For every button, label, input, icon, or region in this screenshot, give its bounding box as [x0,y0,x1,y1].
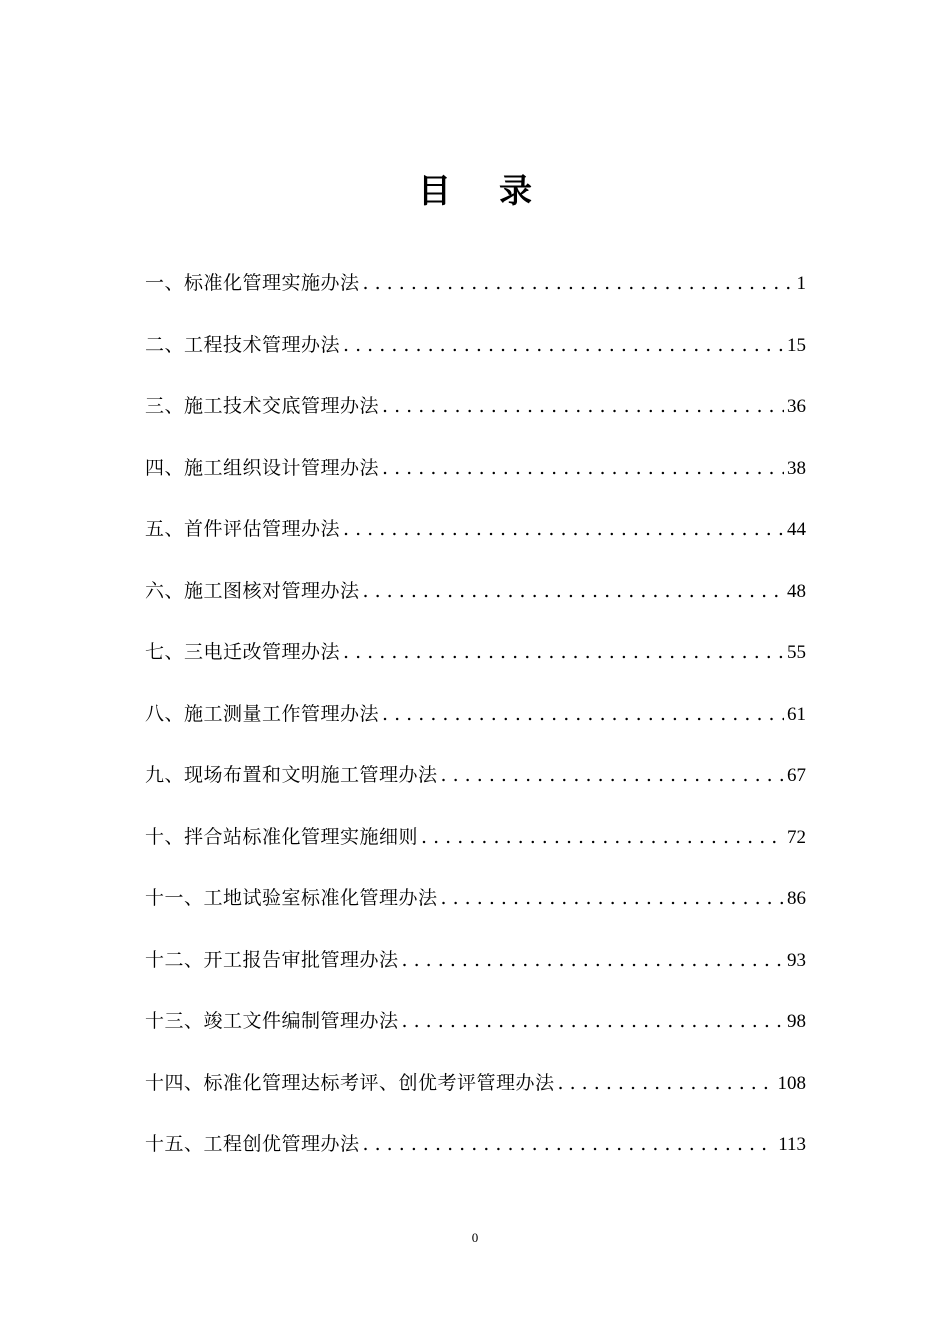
title-char-1: 目 [418,171,451,210]
toc-entry[interactable] [145,876,806,938]
toc-entry[interactable] [145,323,806,385]
toc-entry-page: 108 [777,1072,806,1094]
toc-dot-leader [382,384,784,428]
toc-entry-label: 十一、工地试验室标准化管理办法 [145,887,438,909]
toc-entry-label: 十三、竣工文件编制管理办法 [145,1010,399,1032]
toc-entry-label: 二、工程技术管理办法 [145,333,341,356]
toc-entry[interactable] [145,1122,806,1184]
toc-entry-label: 三、施工技术交底管理办法 [145,395,380,417]
toc-dot-leader [402,999,784,1043]
title-char-2: 录 [499,171,532,210]
toc-entry-page: 67 [787,765,806,786]
toc-entry-page: 48 [787,580,806,602]
toc-entry-page: 61 [787,703,806,725]
toc-entry-page: 15 [787,334,806,356]
toc-entry[interactable] [145,261,806,323]
toc-entry[interactable] [145,569,806,631]
toc-entry-label: 七、三电迁改管理办法 [145,641,341,663]
toc-entry[interactable] [145,999,806,1061]
toc-entry-page: 1 [796,273,806,294]
toc-entry-label: 五、首件评估管理办法 [145,518,341,540]
toc-entry-label: 十、拌合站标准化管理实施细则 [145,825,419,848]
toc-entry-label: 六、施工图核对管理办法 [145,579,360,602]
toc-dot-leader [343,507,784,551]
toc-entry[interactable] [145,938,806,1000]
toc-dot-leader [343,323,784,367]
toc-entry-page: 93 [787,949,806,971]
toc-entry-page: 36 [787,396,806,417]
toc-dot-leader [382,446,784,490]
toc-entry-page: 38 [787,457,806,479]
toc-dot-leader [421,815,784,859]
toc-entry-label: 一、标准化管理实施办法 [145,272,360,294]
toc-entry[interactable] [145,692,806,754]
toc-entry-page: 98 [787,1011,806,1032]
toc-entry[interactable] [145,384,806,446]
toc-dot-leader [402,938,784,982]
toc-dot-leader [363,261,794,305]
toc-entry-page: 44 [787,519,806,540]
toc-entry[interactable] [145,753,806,815]
toc-entry-label: 九、现场布置和文明施工管理办法 [145,764,438,786]
toc-entry-label: 十二、开工报告审批管理办法 [145,948,399,971]
toc-dot-leader [558,1061,775,1105]
toc-entry-label: 十五、工程创优管理办法 [145,1133,360,1155]
toc-entry-label: 四、施工组织设计管理办法 [145,456,380,479]
toc-dot-leader [363,569,784,613]
toc-entry-label: 八、施工测量工作管理办法 [145,702,380,725]
table-of-contents [145,261,806,1184]
toc-dot-leader [441,876,784,920]
toc-entry[interactable] [145,1061,806,1123]
toc-entry[interactable] [145,446,806,508]
toc-entry[interactable] [145,815,806,877]
toc-entry-page: 113 [778,1134,806,1155]
page-title [0,166,950,216]
toc-entry-page: 72 [787,826,806,848]
page-number: 0 [471,1230,479,1245]
toc-dot-leader [363,1122,776,1166]
toc-entry[interactable] [145,507,806,569]
toc-dot-leader [441,753,784,797]
toc-entry-page: 55 [787,642,806,663]
toc-entry-label: 十四、标准化管理达标考评、创优考评管理办法 [145,1071,555,1094]
toc-dot-leader [382,692,784,736]
toc-dot-leader [343,630,784,674]
toc-entry[interactable] [145,630,806,692]
toc-entry-page: 86 [787,888,806,909]
